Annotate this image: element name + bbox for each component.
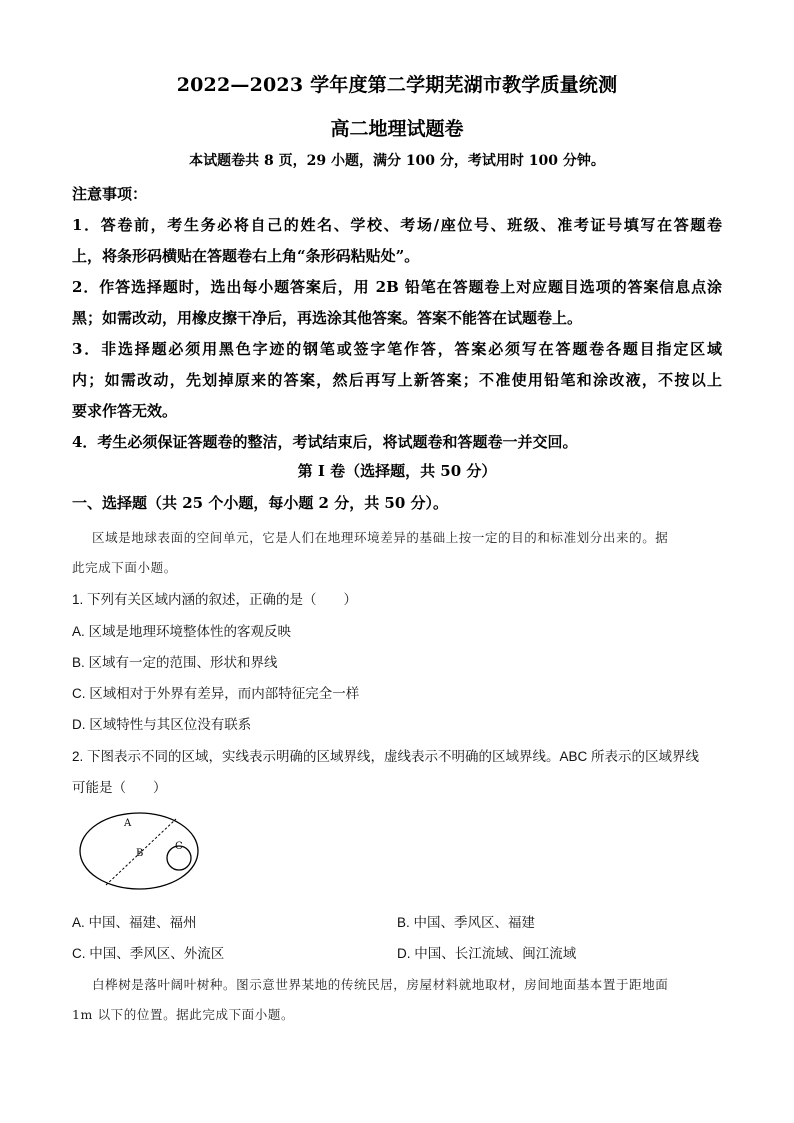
passage-line: 白桦树是落叶阔叶树种。图示意世界某地的传统民居，房屋材料就地取材，房间地面基本置于距地面 (92, 977, 669, 992)
section-title: 第 I 卷（选择题，共 50 分） (297, 462, 497, 480)
notes-heading: 注意事项： (72, 185, 148, 203)
passage-line: 区域是地球表面的空间单元，它是人们在地理环境差异的基础上按一定的目的和标准划分出来的。据 (92, 530, 669, 545)
question-stem: 2. 下图表示不同的区域，实线表示明确的区域界线，虚线表示不明确的区域界线。ABC 所表示的区域界线 (72, 749, 700, 764)
region-diagram (76, 808, 206, 894)
label-b: B (136, 848, 144, 859)
label-c: C (175, 841, 183, 852)
answer-option: B. 中国、季风区、福建 (397, 915, 536, 930)
exam-subtitle: 高二地理试题卷 (330, 118, 464, 140)
passage-line: 1m 以下的位置。据此完成下面小题。 (72, 1007, 295, 1022)
answer-option: D. 区域特性与其区位没有联系 (72, 717, 252, 732)
answer-option: B. 区域有一定的范围、形状和界线 (72, 655, 278, 670)
note-line: 内；如需改动，先划掉原来的答案，然后再写上新答案；不准使用铅笔和涂改液，不按以上 (72, 371, 722, 389)
note-line: 黑；如需改动，用橡皮擦干净后，再选涂其他答案。答案不能答在试题卷上。 (72, 309, 583, 327)
answer-option: C. 中国、季风区、外流区 (72, 946, 225, 961)
exam-meta: 本试题卷共 8 页，29 小题，满分 100 分，考试用时 100 分钟。 (189, 153, 605, 169)
answer-option: C. 区域相对于外界有差异，而内部特征完全一样 (72, 686, 360, 701)
answer-option: A. 区域是地理环境整体性的客观反映 (72, 624, 292, 639)
answer-option: D. 中国、长江流域、闽江流域 (397, 946, 577, 961)
label-a: A (124, 818, 132, 829)
exam-title: 2022—2023 学年度第二学期芜湖市教学质量统测 (176, 74, 618, 96)
question-stem: 1. 下列有关区域内涵的叙述，正确的是（ ） (72, 592, 358, 607)
note-line: 4．考生必须保证答题卷的整洁，考试结束后，将试题卷和答题卷一并交回。 (72, 433, 578, 451)
note-line: 3．非选择题必须用黑色字迹的钢笔或签字笔作答，答案必须写在答题卷各题目指定区域 (72, 340, 722, 358)
answer-option: A. 中国、福建、福州 (72, 915, 197, 930)
part-heading: 一、选择题（共 25 个小题，每小题 2 分，共 50 分）。 (72, 494, 449, 512)
note-line: 要求作答无效。 (72, 402, 178, 420)
note-line: 2．作答选择题时，选出每小题答案后，用 2B 铅笔在答题卷上对应题目选项的答案信息点涂 (72, 278, 722, 296)
passage-line: 此完成下面小题。 (72, 560, 177, 575)
note-line: 1．答卷前，考生务必将自己的姓名、学校、考场/座位号、班级、准考证号填写在答题卷 (72, 216, 722, 234)
question-stem: 可能是（ ） (72, 780, 167, 795)
note-line: 上，将条形码横贴在答题卷右上角“条形码粘贴处”。 (72, 247, 420, 265)
